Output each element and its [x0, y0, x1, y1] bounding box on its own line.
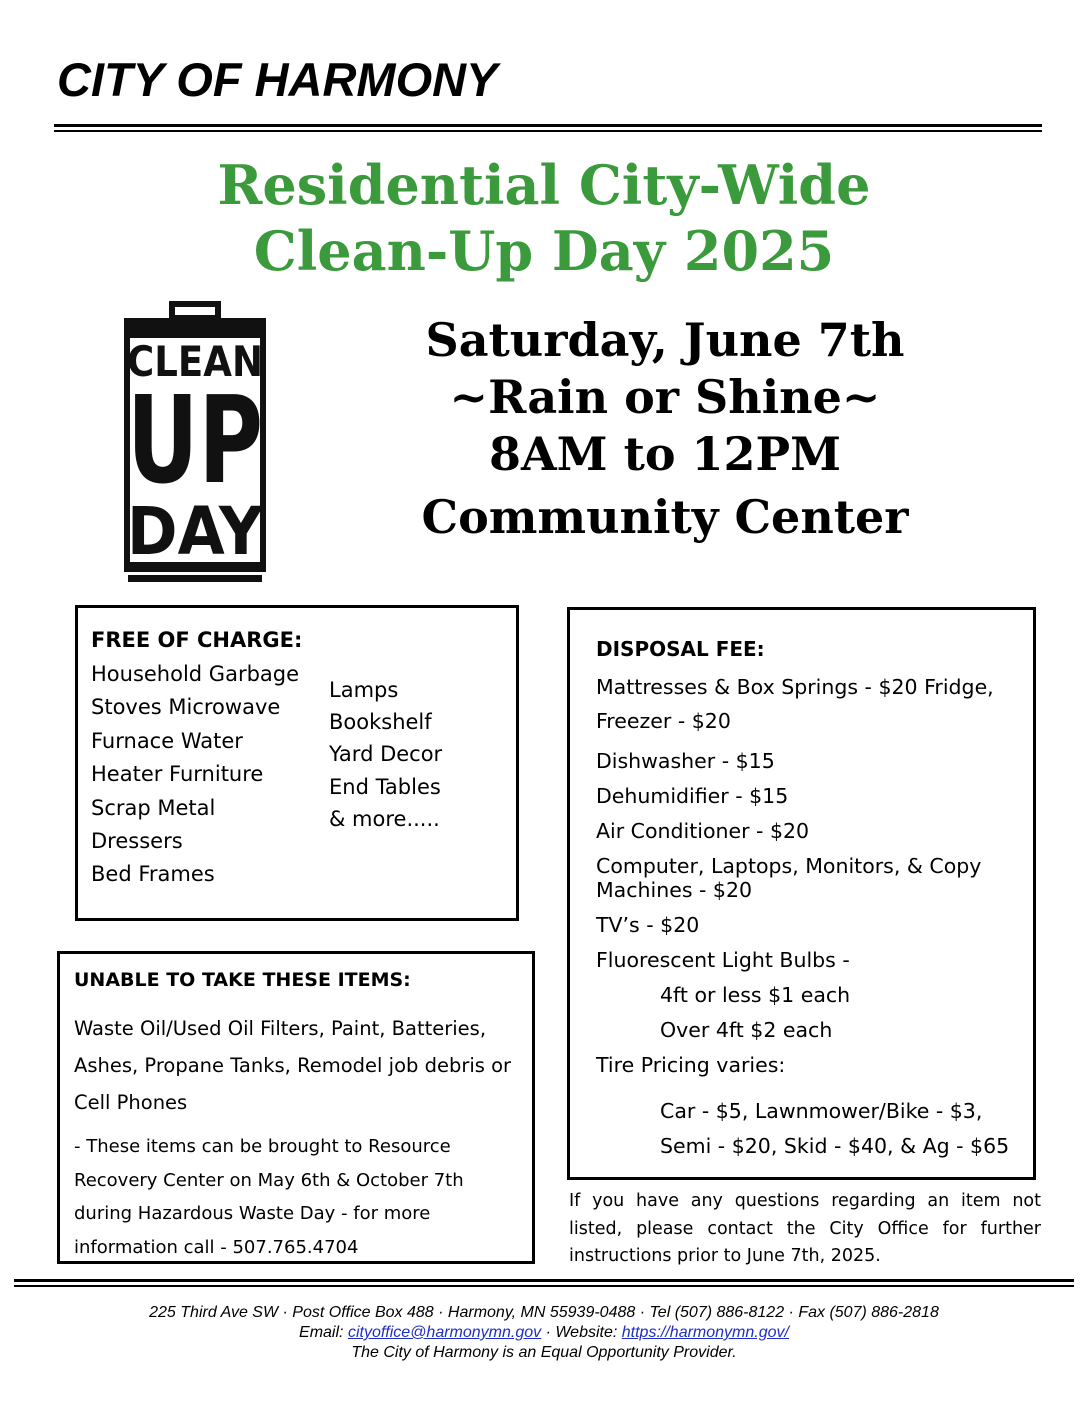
footer-rule-secondary — [14, 1285, 1074, 1287]
tire-pricing-heading: Tire Pricing varies: — [596, 1053, 786, 1077]
website-label: · Website: — [541, 1324, 622, 1341]
event-weather: ~Rain or Shine~ — [449, 370, 881, 424]
free-list-column-1 — [91, 658, 299, 892]
fee-item-bulb-small: 4ft or less $1 each — [660, 983, 851, 1007]
fee-item-bulb-large: Over 4ft $2 each — [660, 1018, 833, 1042]
free-of-charge-box — [75, 605, 519, 921]
logo-text-up: UP — [127, 372, 263, 511]
footer-rule — [14, 1279, 1074, 1282]
unable-to-take-box — [57, 951, 535, 1264]
list-item: Scrap Metal — [91, 795, 216, 820]
fee-item: Air Conditioner - $20 — [596, 819, 810, 843]
list-item: Household Garbage — [91, 662, 300, 686]
event-location: Community Center — [421, 490, 909, 544]
email-link[interactable]: cityoffice@harmonymn.gov — [347, 1324, 542, 1341]
unable-items-note: - These items can be brought to Resource Recovery Center on May 6th & October 7th during Hazardous Waste Day - for more information call - 507.765.4704 — [74, 1136, 464, 1258]
questions-note: If you have any questions regarding an item not listed, please contact the City Office for further instructions prior to June 7th, 2025. — [569, 1191, 1041, 1266]
fee-item: Dehumidifier - $15 — [596, 784, 789, 808]
fee-item: Fluorescent Light Bulbs - — [596, 948, 850, 972]
header-rule-secondary — [54, 130, 1042, 132]
page-title-line1: Residential City-Wide — [217, 153, 871, 217]
unable-items-text: Waste Oil/Used Oil Filters, Paint, Batteries, Ashes, Propane Tanks, Remodel job debris or Cell Phones — [74, 1017, 512, 1114]
list-item: & more..... — [329, 806, 440, 831]
free-list-column-2 — [329, 674, 442, 835]
unable-heading: UNABLE TO TAKE THESE ITEMS: — [74, 969, 411, 991]
fee-item: Computer, Laptops, Monitors, & Copy Machines - $20 — [596, 854, 982, 902]
event-details — [380, 312, 950, 546]
fee-item: TV’s - $20 — [596, 913, 700, 937]
list-item: Dressers — [91, 829, 183, 854]
list-item: Bed Frames — [91, 862, 215, 887]
list-item: Furnace Water — [91, 728, 243, 753]
logo-text-day: DAY — [127, 493, 265, 570]
list-item: End Tables — [329, 774, 441, 799]
website-link[interactable]: https://harmonymn.gov/ — [621, 1324, 789, 1341]
header-rule — [54, 124, 1042, 127]
fee-item: Mattresses & Box Springs - $20 Fridge, Freezer - $20 — [596, 675, 994, 733]
logo-text-clean: CLEAN — [127, 337, 263, 386]
disposal-fee-heading: DISPOSAL FEE: — [596, 637, 765, 661]
equal-opportunity-statement: The City of Harmony is an Equal Opportunity Provider. — [351, 1344, 737, 1361]
org-name: CITY OF HARMONY — [57, 53, 498, 106]
email-label: Email: — [299, 1324, 348, 1341]
page-title — [0, 152, 1088, 284]
disposal-fee-box — [567, 607, 1036, 1180]
footer-address: 225 Third Ave SW · Post Office Box 488 · Harmony, MN 55939-0488 · Tel (507) 886-8122 · Fax (507) 886-2818 — [149, 1304, 939, 1321]
tire-pricing-line: Car - $5, Lawnmower/Bike - $3, — [660, 1099, 983, 1123]
disposal-fee-list — [596, 670, 1026, 1169]
trash-can-icon — [122, 302, 268, 586]
footer — [0, 1303, 1088, 1363]
list-item: Heater Furniture — [91, 762, 264, 787]
list-item: Bookshelf — [329, 710, 432, 735]
event-time: 8AM to 12PM — [488, 427, 842, 481]
page-title-line2: Clean-Up Day 2025 — [253, 219, 835, 283]
list-item: Lamps — [329, 678, 399, 702]
footer-contact — [0, 1323, 1088, 1343]
event-date: Saturday, June 7th — [425, 313, 905, 367]
free-of-charge-heading: FREE OF CHARGE: — [91, 628, 303, 652]
fee-item: Dishwasher - $15 — [596, 749, 775, 773]
list-item: Stoves Microwave — [91, 695, 281, 720]
list-item: Yard Decor — [329, 742, 443, 767]
tire-pricing-line: Semi - $20, Skid - $40, & Ag - $65 — [660, 1134, 1010, 1158]
